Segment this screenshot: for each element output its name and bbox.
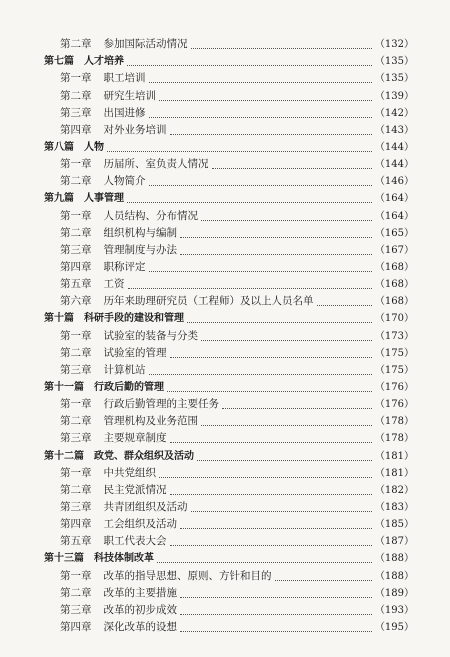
dot-leader xyxy=(201,425,372,426)
page-number: （139） xyxy=(374,90,414,102)
chapter-number: 第三章 xyxy=(60,243,92,256)
chapter-title: 试验室的管理 xyxy=(103,346,167,359)
chapter-title: 改革的指导思想、原则、方针和目的 xyxy=(103,569,272,582)
part-title: 政党、群众组织及活动 xyxy=(94,450,194,462)
chapter-number: 第四章 xyxy=(60,518,92,531)
page-number: （185） xyxy=(374,519,414,531)
dot-leader xyxy=(127,202,372,203)
part-number: 第十一篇 xyxy=(44,381,84,393)
chapter-number: 第二章 xyxy=(60,415,92,428)
page-number: （181） xyxy=(374,450,414,462)
toc-chapter-entry xyxy=(44,413,414,430)
chapter-number: 第三章 xyxy=(60,603,92,616)
toc-chapter-entry xyxy=(44,276,414,293)
dot-leader xyxy=(127,65,372,66)
chapter-title: 职工代表大会 xyxy=(103,535,167,548)
page-number: （175） xyxy=(374,347,414,359)
page-number: （178） xyxy=(374,416,414,428)
dot-leader xyxy=(180,528,372,529)
page-number: （135） xyxy=(374,56,414,68)
toc-chapter-entry xyxy=(44,465,414,482)
toc-chapter-entry xyxy=(44,619,414,636)
part-title: 行政后勤的管理 xyxy=(94,381,164,393)
page-number: （188） xyxy=(374,553,414,565)
page-number: （168） xyxy=(374,261,414,273)
toc-chapter-entry xyxy=(44,207,414,224)
dot-leader xyxy=(197,460,372,461)
dot-leader xyxy=(222,408,372,409)
dot-leader xyxy=(159,477,372,478)
page-number: （176） xyxy=(374,381,414,393)
chapter-number: 第一章 xyxy=(60,72,92,85)
chapter-title: 参加国际活动情况 xyxy=(103,38,188,51)
chapter-title: 职工培训 xyxy=(103,72,146,85)
toc-chapter-entry xyxy=(44,499,414,516)
chapter-number: 第二章 xyxy=(60,89,92,102)
part-number: 第九篇 xyxy=(44,193,74,205)
chapter-number: 第一章 xyxy=(60,158,92,171)
toc-part-heading xyxy=(44,139,414,156)
chapter-number: 第四章 xyxy=(60,123,92,136)
part-title: 人事管理 xyxy=(84,193,124,205)
toc-chapter-entry xyxy=(44,345,414,362)
page-number: （142） xyxy=(374,107,414,119)
page-number: （183） xyxy=(374,501,414,513)
chapter-title: 出国进修 xyxy=(103,106,146,119)
toc-part-heading xyxy=(44,53,414,70)
page-number: （143） xyxy=(374,124,414,136)
chapter-title: 组织机构与编制 xyxy=(103,226,177,239)
dot-leader xyxy=(201,220,372,221)
dot-leader xyxy=(149,82,372,83)
chapter-number: 第五章 xyxy=(60,535,92,548)
part-title: 人才培养 xyxy=(84,56,124,68)
chapter-title: 民主党派情况 xyxy=(103,483,167,496)
chapter-number: 第二章 xyxy=(60,483,92,496)
chapter-number: 第六章 xyxy=(60,295,92,308)
dot-leader xyxy=(159,100,372,101)
page-number: （170） xyxy=(374,313,414,325)
toc-chapter-entry xyxy=(44,602,414,619)
page-number: （167） xyxy=(374,244,414,256)
part-title: 人物 xyxy=(84,141,104,153)
dot-leader xyxy=(212,168,372,169)
toc-chapter-entry xyxy=(44,516,414,533)
chapter-title: 职称评定 xyxy=(103,260,146,273)
toc-chapter-entry xyxy=(44,156,414,173)
page-number: （144） xyxy=(374,141,414,153)
toc-chapter-entry xyxy=(44,122,414,139)
page-number: （195） xyxy=(374,621,414,633)
dot-leader xyxy=(149,117,372,118)
dot-leader xyxy=(170,494,372,495)
toc-chapter-entry xyxy=(44,225,414,242)
page-number: （135） xyxy=(374,73,414,85)
toc-chapter-entry xyxy=(44,533,414,550)
dot-leader xyxy=(170,442,372,443)
chapter-title: 历年来助理研究员（工程师）及以上人员名单 xyxy=(103,295,314,308)
dot-leader xyxy=(107,151,372,152)
toc-chapter-entry xyxy=(44,70,414,87)
page-number: （182） xyxy=(374,484,414,496)
chapter-title: 共青团组织及活动 xyxy=(103,500,188,513)
table-of-contents xyxy=(44,36,414,636)
toc-chapter-entry xyxy=(44,36,414,53)
toc-chapter-entry xyxy=(44,242,414,259)
part-number: 第八篇 xyxy=(44,141,74,153)
dot-leader xyxy=(170,134,372,135)
dot-leader xyxy=(187,322,372,323)
chapter-title: 历届所、室负责人情况 xyxy=(103,158,209,171)
chapter-number: 第三章 xyxy=(60,106,92,119)
toc-chapter-entry xyxy=(44,482,414,499)
part-number: 第十二篇 xyxy=(44,450,84,462)
dot-leader xyxy=(191,511,372,512)
chapter-number: 第五章 xyxy=(60,278,92,291)
page-number: （146） xyxy=(374,176,414,188)
dot-leader xyxy=(149,185,372,186)
toc-part-heading xyxy=(44,310,414,327)
page-number: （189） xyxy=(374,587,414,599)
part-title: 科研手段的建设和管理 xyxy=(84,313,184,325)
chapter-title: 计算机站 xyxy=(103,363,146,376)
chapter-number: 第三章 xyxy=(60,432,92,445)
toc-part-heading xyxy=(44,447,414,464)
toc-chapter-entry xyxy=(44,396,414,413)
chapter-number: 第一章 xyxy=(60,329,92,342)
dot-leader xyxy=(170,357,372,358)
chapter-title: 人物简介 xyxy=(103,175,146,188)
dot-leader xyxy=(180,597,372,598)
page-number: （187） xyxy=(374,536,414,548)
toc-chapter-entry xyxy=(44,362,414,379)
chapter-title: 研究生培训 xyxy=(103,89,156,102)
chapter-title: 人员结构、分布情况 xyxy=(103,209,198,222)
chapter-title: 改革的主要措施 xyxy=(103,586,177,599)
part-title: 科技体制改革 xyxy=(94,553,154,565)
page-number: （164） xyxy=(374,210,414,222)
chapter-number: 第三章 xyxy=(60,500,92,513)
chapter-title: 对外业务培训 xyxy=(103,123,167,136)
chapter-title: 改革的初步成效 xyxy=(103,603,177,616)
chapter-title: 管理机构及业务范围 xyxy=(103,415,198,428)
toc-chapter-entry xyxy=(44,293,414,310)
chapter-title: 深化改革的设想 xyxy=(103,620,177,633)
part-number: 第十篇 xyxy=(44,313,74,325)
page-number: （176） xyxy=(374,399,414,411)
dot-leader xyxy=(149,271,372,272)
chapter-number: 第一章 xyxy=(60,466,92,479)
chapter-number: 第二章 xyxy=(60,175,92,188)
dot-leader xyxy=(180,254,372,255)
dot-leader xyxy=(191,48,372,49)
chapter-number: 第二章 xyxy=(60,586,92,599)
dot-leader xyxy=(201,340,372,341)
page-number: （181） xyxy=(374,467,414,479)
chapter-title: 主要规章制度 xyxy=(103,432,167,445)
page-number: （164） xyxy=(374,193,414,205)
toc-chapter-entry xyxy=(44,259,414,276)
dot-leader xyxy=(180,237,372,238)
toc-part-heading xyxy=(44,379,414,396)
chapter-number: 第四章 xyxy=(60,260,92,273)
part-number: 第十三篇 xyxy=(44,553,84,565)
chapter-number: 第一章 xyxy=(60,209,92,222)
dot-leader xyxy=(149,374,372,375)
chapter-number: 第一章 xyxy=(60,398,92,411)
dot-leader xyxy=(275,580,372,581)
chapter-title: 管理制度与办法 xyxy=(103,243,177,256)
dot-leader xyxy=(167,391,372,392)
toc-chapter-entry xyxy=(44,105,414,122)
chapter-title: 工资 xyxy=(103,278,125,291)
dot-leader xyxy=(180,614,372,615)
page-number: （168） xyxy=(374,279,414,291)
chapter-title: 行政后勤管理的主要任务 xyxy=(103,398,219,411)
chapter-title: 工会组织及活动 xyxy=(103,518,177,531)
toc-chapter-entry xyxy=(44,430,414,447)
dot-leader xyxy=(180,631,372,632)
page-number: （165） xyxy=(374,227,414,239)
part-number: 第七篇 xyxy=(44,56,74,68)
toc-chapter-entry xyxy=(44,567,414,584)
toc-chapter-entry xyxy=(44,87,414,104)
chapter-number: 第二章 xyxy=(60,346,92,359)
toc-chapter-entry xyxy=(44,585,414,602)
page-number: （132） xyxy=(374,39,414,51)
toc-part-heading xyxy=(44,190,414,207)
dot-leader xyxy=(157,562,372,563)
chapter-number: 第二章 xyxy=(60,226,92,239)
dot-leader xyxy=(317,305,372,306)
page-number: （178） xyxy=(374,433,414,445)
toc-chapter-entry xyxy=(44,173,414,190)
chapter-number: 第三章 xyxy=(60,363,92,376)
toc-part-heading xyxy=(44,550,414,567)
dot-leader xyxy=(128,288,372,289)
page-number: （173） xyxy=(374,330,414,342)
chapter-number: 第二章 xyxy=(60,38,92,51)
page-number: （168） xyxy=(374,296,414,308)
toc-chapter-entry xyxy=(44,327,414,344)
page-number: （193） xyxy=(374,604,414,616)
chapter-number: 第四章 xyxy=(60,620,92,633)
chapter-title: 中共党组织 xyxy=(103,466,156,479)
page-number: （175） xyxy=(374,364,414,376)
dot-leader xyxy=(170,545,372,546)
chapter-number: 第一章 xyxy=(60,569,92,582)
chapter-title: 试验室的装备与分类 xyxy=(103,329,198,342)
page-number: （188） xyxy=(374,570,414,582)
page-number: （144） xyxy=(374,159,414,171)
